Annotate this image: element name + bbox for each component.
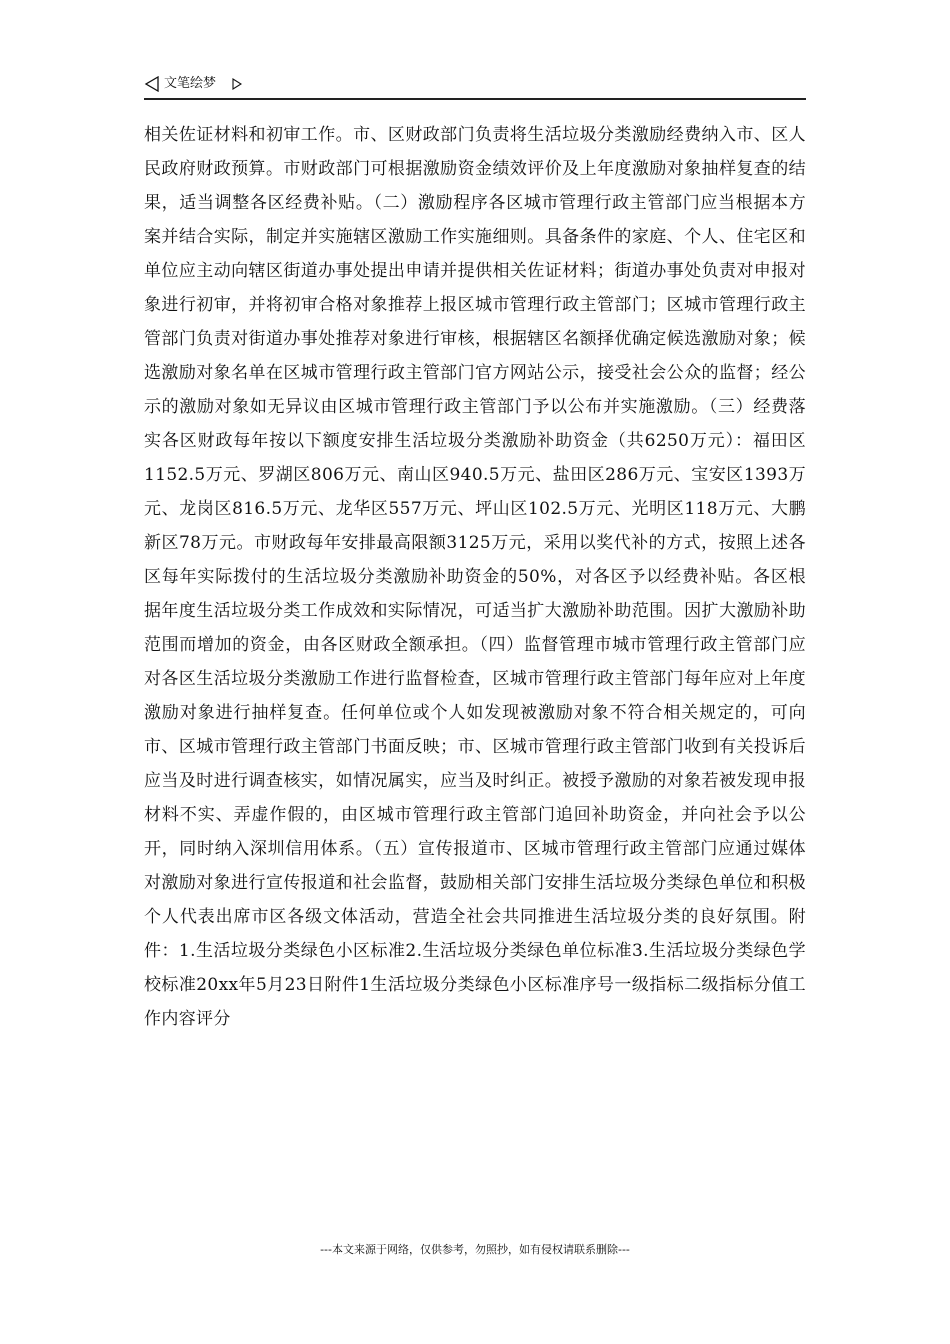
triangle-left-outline-icon — [144, 76, 160, 92]
footer-disclaimer: ---本文来源于网络，仅供参考，勿照抄，如有侵权请联系删除--- — [320, 1243, 630, 1256]
page-header — [144, 74, 806, 100]
triangle-right-outline-icon — [232, 78, 242, 90]
body-text: 相关佐证材料和初审工作。市、区财政部门负责将生活垃圾分类激励经费纳入市、区人民政府财政预算。市财政部门可根据激励资金绩效评价及上年度激励对象抽样复查的结果，适当调整各区经费补贴。（二）激励程序各区城市管理行政主管部门应当根据本方案并结合实际，制定并实施辖区激励工作实施细则。具备条件的家庭、个人、住宅区和单位应主动向辖区街道办事处提出申请并提供相关佐证材料；街道办事处负责对申报对象进行初审，并将初审合格对象推荐上报区城市管理行政主管部门；区城市管理行政主管部门负责对街道办事处推荐对象进行审核，根据辖区名额择优确定候选激励对象；候选激励对象名单在区城市管理行政主管部门官方网站公示，接受社会公众的监督；经公示的激励对象如无异议由区城市管理行政主管部门予以公布并实施激励。（三）经费落实各区财政每年按以下额度安排生活垃圾分类激励补助资金（共6250万元）：福田区1152.5万元、罗湖区806万元、南山区940.5万元、盐田区286万元、宝安区1393万元、龙岗区816.5万元、龙华区557万元、坪山区102.5万元、光明区118万元、大鹏新区78万元。市财政每年安排最高限额3125万元，采用以奖代补的方式，按照上述各区每年实际拨付的生活垃圾分类激励补助资金的50%，对各区予以经费补贴。各区根据年度生活垃圾分类工作成效和实际情况，可适当扩大激励补助范围。因扩大激励补助范围而增加的资金，由各区财政全额承担。（四）监督管理市城市管理行政主管部门应对各区生活垃圾分类激励工作进行监督检查，区城市管理行政主管部门每年应对上年度激励对象进行抽样复查。任何单位或个人如发现被激励对象不符合相关规定的，可向市、区城市管理行政主管部门书面反映；市、区城市管理行政主管部门收到有关投诉后应当及时进行调查核实，如情况属实，应当及时纠正。被授予激励的对象若被发现申报材料不实、弄虚作假的，由区城市管理行政主管部门追回补助资金，并向社会予以公开，同时纳入深圳信用体系。（五）宣传报道市、区城市管理行政主管部门应通过媒体对激励对象进行宣传报道和社会监督，鼓励相关部门安排生活垃圾分类绿色单位和积极个人代表出席市区各级文体活动，营造全社会共同推进生活垃圾分类的良好氛围。附件：1.生活垃圾分类绿色小区标准2.生活垃圾分类绿色单位标准3.生活垃圾分类绿色学校标准20xx年5月23日附件1生活垃圾分类绿色小区标准序号一级指标二级指标分值工作内容评分 — [144, 125, 806, 1029]
header-title: 文笔绘梦 — [164, 76, 217, 91]
